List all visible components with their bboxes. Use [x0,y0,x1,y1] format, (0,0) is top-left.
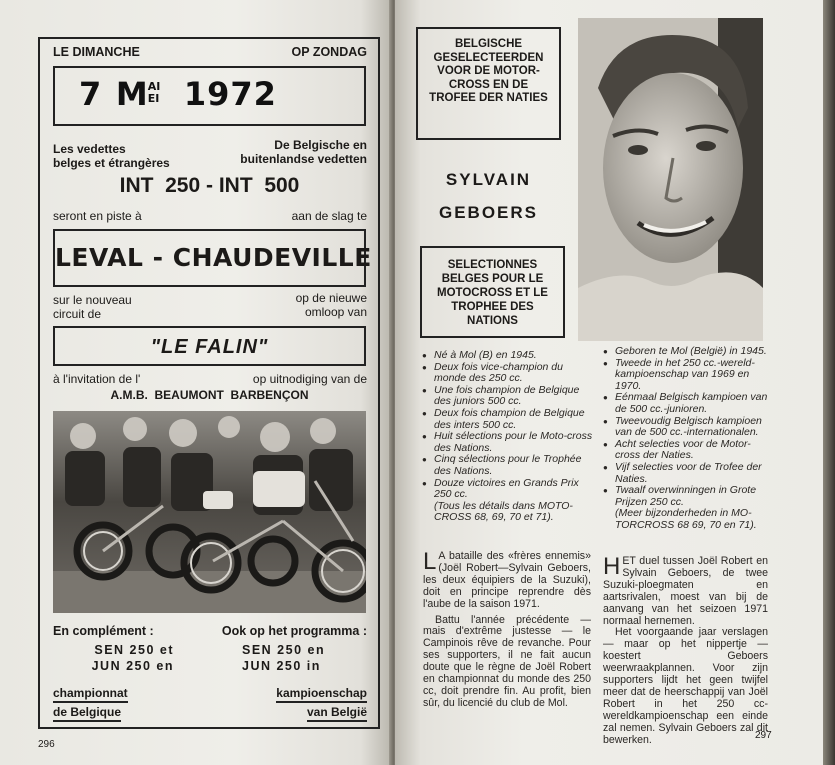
article-nl-para2: Het voorgaande jaar verslagen — maar op het nippertje — koestert Geboers weerwraakplannen. Voor zijn supporters lijdt het geen twijfel meer dat de heerschappij van Joël Robert in het 250 cc-wereldkampioenschap een einde zal nemen. Sylvain Geboers zal dit bewerken. [603,626,768,746]
bio-nl-item: ● Tweevoudig Belgisch kampioen van de 500 cc.-internationalen. [603,416,768,439]
champ-nl-line: kampioenschap [276,686,367,703]
circuit-fr-line: circuit de [53,307,102,321]
stars-nl [217,138,367,166]
on-track-fr: seront en piste à [53,209,142,223]
invite-fr: à l'invitation de l' [53,372,141,386]
circuit-fr [53,293,132,321]
extra-nl-classes [242,642,362,674]
bio-nl-item: ● Acht selecties voor de Motor-cross der Naties. [603,439,768,462]
bio-nl-note: (Meer bijzonderheden in MO-TORCROSS 68 69, 70 en 71). [615,507,757,531]
drop-cap-fr: L [423,548,437,575]
date-month-fr: AI [147,80,161,93]
page-edge [823,0,835,765]
header-fr-box [420,246,565,338]
extra-nl-line: JUN 250 in [242,659,321,673]
bio-nl-item: ● Vijf selecties voor de Trofee der Naties. [603,462,768,485]
extra-fr-title: En complément : [53,624,154,638]
invite-nl: op uitnodiging van de [252,372,367,386]
article-fr [423,548,591,710]
stars-nl-line: buitenlandse vedetten [240,152,367,166]
stars-fr-line: belges et étrangères [53,156,170,170]
stars-nl-line: De Belgische en [274,138,367,152]
page-number-right: 297 [755,730,772,741]
bio-fr-note: (Tous les détails dans MOTO-CROSS 68, 69, 70 et 71). [434,499,573,524]
date-month-nl: EI [147,92,160,105]
rider-name [416,163,561,229]
bio-nl-item: ● Twaalf overwinningen in Grote Prijzen 250 cc. [603,485,768,508]
champ-fr [53,684,128,722]
article-nl-para1: ET duel tussen Joël Robert en Sylvain Geboers, de twee Suzuki-ploegmaten en aartsrivalen, moest van bij de aanvang van het seizoen 1971 normaal hernemen. [603,555,768,627]
bio-fr-list [422,350,594,524]
motocross-photo [53,411,366,613]
organizer-club: A.M.B. BEAUMONT BARBENÇON [110,388,309,402]
stars-fr-line: Les vedettes [53,142,126,156]
event-date [79,75,277,119]
page-number-left: 296 [38,739,55,750]
extra-nl-line: SEN 250 en [242,643,326,657]
on-track-nl: aan de slag te [291,209,367,223]
bio-fr-item: ● Huit sélections pour le Moto-cross des Nations. [422,431,594,454]
champ-fr-line: championnat [53,686,128,703]
champ-fr-line: de Belgique [53,705,121,722]
sylvain-geboers-portrait-image [578,18,763,341]
bio-nl-item: ● Tweede in het 250 cc.-wereld-kampioenschap van 1969 en 1970. [603,358,768,393]
bio-fr-item: ● Cinq sélections pour le Trophée des Nations. [422,454,594,477]
article-fr-para1: A bataille des «frères ennemis» (Joël Robert—Sylvain Geboers, les deux équipiers de la Suzuki), doit en principe reprendre dès l'aube de la saison 1971. [423,550,591,610]
extra-fr-line: JUN 250 en [91,659,174,673]
champ-nl-line: van België [307,705,367,722]
champ-nl [230,684,367,722]
day-fr: LE DIMANCHE [53,45,140,59]
venue-box [53,229,372,287]
bio-fr-item: ● Deux fois champion de Belgique des inters 500 cc. [422,408,594,431]
date-day: 7 [79,75,103,113]
circuit-nl-line: op de nieuwe [295,291,367,305]
bio-fr-item: ● Deux fois vice-champion du monde des 250 cc. [422,362,594,385]
circuit-fr-line: sur le nouveau [53,293,132,307]
rider-first-name: SYLVAIN [445,170,532,189]
bio-fr-item: ● Douze victoires en Grands Prix 250 cc. [422,478,594,501]
day-nl: OP ZONDAG [291,45,367,59]
drop-cap-nl: H [603,553,621,580]
extra-fr-classes [78,642,174,674]
bio-nl-item: ● Eénmaal Belgisch kampioen van de 500 cc.-junioren. [603,392,768,415]
rider-last-name: GEBOERS [438,203,539,222]
header-fr: SELECTIONNES BELGES POUR LE MOTOCROSS ET LE TROPHEE DES NATIONS [437,259,548,327]
race-classes: INT 250 - INT 500 [119,174,300,197]
article-fr-para2: Battu l'année précédente — mais d'extrême justesse — le Campinois rêve de revanche. Pour ses supporters, il ne fait aucun doute que le règne de Joël Robert en championnat du monde des 250 cc, doit prendre fin. Au profit, bien sûr, du licencié du club de Mol. [423,613,591,709]
extra-fr-line: SEN 250 et [94,643,174,657]
date-year: 1972 [183,75,277,113]
header-nl: BELGISCHE GESELECTEERDEN VOOR DE MOTOR-CROSS EN DE TROFEE DER NATIES [429,38,548,104]
rider-portrait [578,18,763,341]
header-nl-box [416,27,561,140]
bio-fr-item: ● Né à Mol (B) en 1945. [422,350,594,362]
bio-fr-item: ● Une fois champion de Belgique des juniors 500 cc. [422,385,594,408]
motocross-riders-image [53,411,366,613]
date-box [53,66,366,126]
venue-name: LEVAL - CHAUDEVILLE [55,243,372,272]
circuit-nl [230,291,367,319]
circuit-name-box [53,326,366,366]
stars-fr [53,142,170,170]
extra-nl-title: Ook op het programma : [221,624,367,638]
article-nl [603,553,768,747]
date-month-lead: M [115,75,148,113]
circuit-name: "LE FALIN" [150,336,269,358]
bio-nl-list [603,346,768,532]
circuit-nl-line: omloop van [304,305,367,319]
bio-nl-item: ● Geboren te Mol (België) in 1945. [603,346,768,358]
